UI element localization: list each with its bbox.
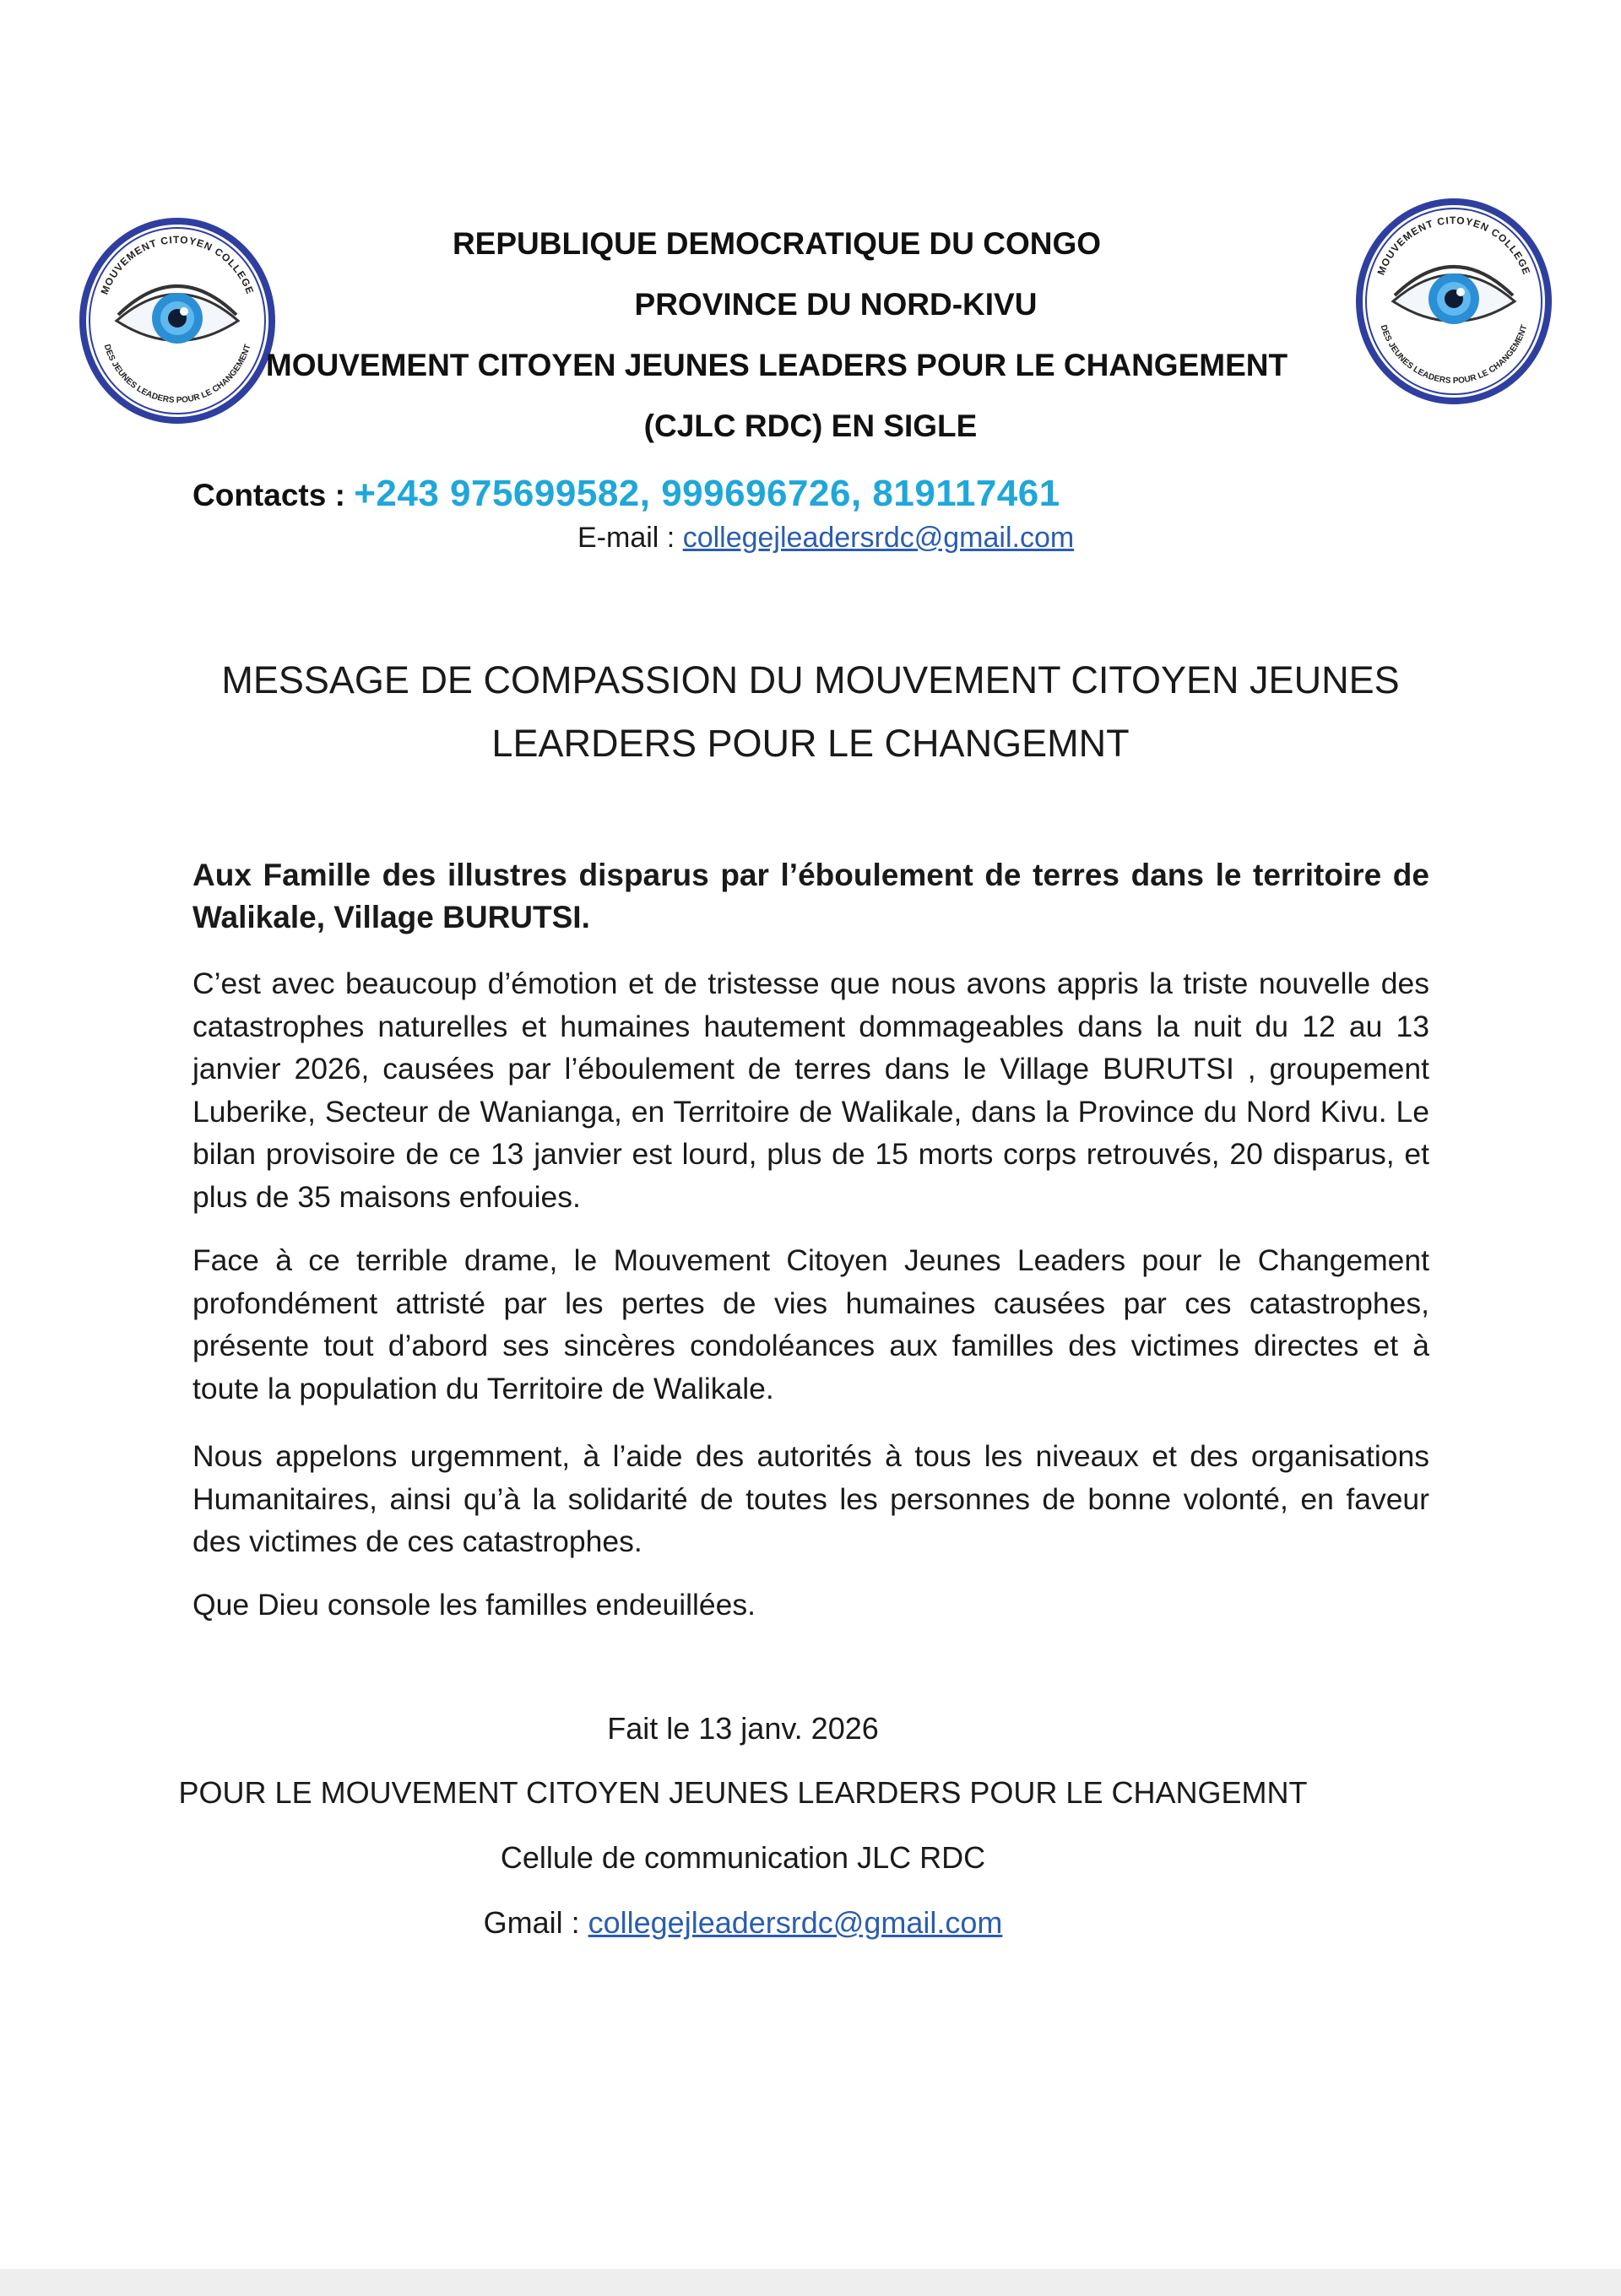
email-label: E-mail :	[577, 522, 683, 554]
signature-cell: Cellule de communication JLC RDC	[500, 1840, 986, 1875]
signature-organization: POUR LE MOUVEMENT CITOYEN JEUNES LEARDERS POUR LE CHANGEMNT	[178, 1775, 1308, 1810]
email-line	[577, 522, 1074, 555]
contacts-line	[192, 473, 1060, 515]
body-paragraph: Face à ce terrible drame, le Mouvement Citoyen Jeunes Leaders pour le Changement profondément attristé par les pertes de vies humaines causées par ces catastrophes, présente tout d’abord ses sincères condoléances aux familles des victimes directes et à toute la population du Territoire de Walikale.	[192, 1243, 1429, 1405]
logo-text-bottom: DES JEUNES LEADERS POUR LE CHANGEMENT	[1378, 323, 1530, 387]
bottom-margin-strip	[0, 2269, 1621, 2296]
body-paragraph: C’est avec beaucoup d’émotion et de tristesse que nous avons appris la triste nouvelle des catastrophes naturelles et humaines hautement dommageables dans la nuit du 12 au 13 janvier 2026, causées par l’éboulement de terres dans le Village BURUTSI , groupement Luberike, Secteur de Wanianga, en Territoire de Walikale, dans la Province du Nord Kivu. Le bilan provisoire de ce 13 janvier est lourd, plus de 15 morts corps retrouvés, 20 disparus, et plus de 35 maisons enfouies.	[192, 967, 1429, 1214]
logo-text-bottom: DES JEUNES LEADERS POUR LE CHANGEMENT	[101, 343, 253, 406]
document-title: MESSAGE DE COMPASSION DU MOUVEMENT CITOYEN JEUNES LEARDERS POUR LE CHANGEMNT	[221, 658, 1400, 765]
header-organization: MOUVEMENT CITOYEN JEUNES LEADERS POUR LE CHANGEMENT	[265, 348, 1288, 382]
gmail-label: Gmail :	[483, 1905, 588, 1940]
signature-gmail-line	[0, 1905, 1553, 1941]
contacts-label: Contacts :	[192, 478, 355, 512]
contact-phone-numbers: +243 975699582, 999696726, 819117461	[354, 473, 1060, 514]
header-acronym: (CJLC RDC) EN SIGLE	[643, 409, 978, 443]
logo-text-top: MOUVEMENT CITOYEN COLLEGE	[1374, 214, 1533, 277]
header-province: PROVINCE DU NORD-KIVU	[634, 287, 1038, 322]
closing-prayer: Que Dieu console les familles endeuillées.	[192, 1588, 756, 1622]
gmail-link[interactable]: collegejleadersrdc@gmail.com	[588, 1905, 1003, 1940]
signature-date: Fait le 13 janv. 2026	[607, 1711, 879, 1746]
email-link[interactable]: collegejleadersrdc@gmail.com	[682, 522, 1075, 554]
addressee-intro: Aux Famille des illustres disparus par l’éboulement de terres dans le territoire de Walikale, Village BURUTSI.	[192, 858, 1429, 934]
body-paragraph: Nous appelons urgemment, à l’aide des autorités à tous les niveaux et des organisations Humanitaires, ainsi qu’à la solidarité de toutes les personnes de bonne volonté, en faveur des victimes de ces catastrophes.	[192, 1439, 1429, 1558]
logo-text-top: MOUVEMENT CITOYEN COLLEGE	[98, 233, 257, 296]
header-country: REPUBLIQUE DEMOCRATIQUE DU CONGO	[452, 226, 1102, 261]
